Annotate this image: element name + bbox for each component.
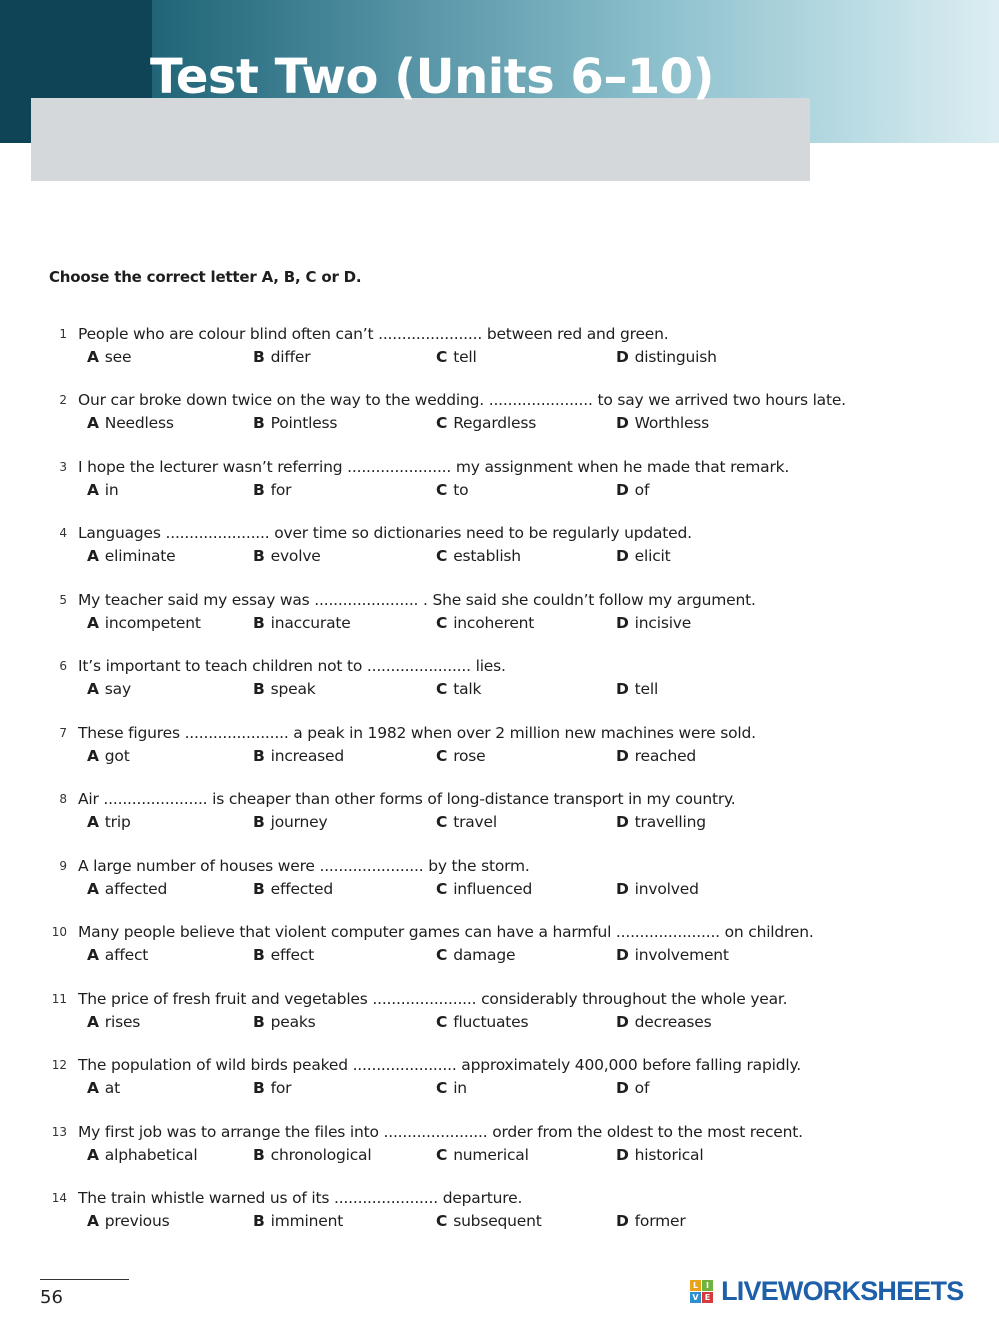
- option-letter: C: [436, 813, 448, 831]
- answer-option[interactable]: [87, 677, 131, 701]
- option-letter: B: [253, 348, 265, 366]
- option-text: talk: [453, 680, 482, 698]
- answer-option[interactable]: [87, 611, 201, 635]
- option-text: previous: [104, 1212, 170, 1230]
- option-letter: C: [436, 614, 448, 632]
- option-letter: A: [87, 1079, 99, 1097]
- option-text: distinguish: [634, 348, 717, 366]
- answer-option[interactable]: [436, 1209, 542, 1233]
- option-text: tell: [634, 680, 659, 698]
- question-item: [0, 455, 999, 505]
- question-number: 11: [51, 992, 67, 1006]
- header-grey-band: [31, 98, 810, 181]
- option-letter: B: [253, 1013, 265, 1031]
- answer-option[interactable]: [253, 810, 327, 834]
- answer-option[interactable]: [253, 744, 344, 768]
- question-item: [0, 322, 999, 372]
- option-text: travel: [453, 813, 497, 831]
- answer-option[interactable]: [436, 810, 497, 834]
- option-text: of: [634, 481, 650, 499]
- option-letter: D: [616, 481, 629, 499]
- question-item: [0, 721, 999, 771]
- option-text: incoherent: [453, 614, 535, 632]
- answer-option[interactable]: [436, 943, 515, 967]
- option-letter: B: [253, 813, 265, 831]
- option-letter: C: [436, 1212, 448, 1230]
- option-text: historical: [634, 1146, 704, 1164]
- question-number: 10: [51, 925, 67, 939]
- option-text: Pointless: [270, 414, 338, 432]
- option-text: tell: [453, 348, 477, 366]
- option-letter: B: [253, 414, 265, 432]
- answer-option[interactable]: [616, 744, 696, 768]
- answer-option[interactable]: [436, 345, 477, 369]
- logo-grid-letter: I: [702, 1280, 713, 1291]
- option-letter: D: [616, 813, 629, 831]
- question-item: [0, 1053, 999, 1103]
- answer-option[interactable]: [616, 478, 649, 502]
- answer-option[interactable]: [253, 478, 291, 502]
- option-text: decreases: [634, 1013, 712, 1031]
- answer-option[interactable]: [616, 611, 691, 635]
- answer-option[interactable]: [616, 810, 706, 834]
- option-text: effected: [270, 880, 333, 898]
- option-letter: B: [253, 1079, 265, 1097]
- option-text: establish: [453, 547, 521, 565]
- answer-option[interactable]: [436, 611, 534, 635]
- answer-option[interactable]: [616, 943, 729, 967]
- option-text: imminent: [270, 1212, 344, 1230]
- answer-option[interactable]: [87, 943, 148, 967]
- answer-option[interactable]: [253, 877, 333, 901]
- answer-option[interactable]: [253, 345, 310, 369]
- question-number: 8: [59, 792, 67, 806]
- option-letter: B: [253, 547, 265, 565]
- liveworksheets-logo[interactable]: [690, 1276, 963, 1310]
- option-text: speak: [270, 680, 316, 698]
- question-item: [0, 987, 999, 1037]
- option-letter: A: [87, 880, 99, 898]
- option-letter: B: [253, 614, 265, 632]
- option-text: affect: [104, 946, 149, 964]
- option-letter: A: [87, 348, 99, 366]
- answer-option[interactable]: [87, 345, 131, 369]
- option-text: numerical: [453, 1146, 529, 1164]
- option-letter: A: [87, 481, 99, 499]
- page-title: Test Two (Units 6–10): [150, 49, 715, 100]
- option-text: involvement: [634, 946, 729, 964]
- footer-rule: [40, 1279, 129, 1280]
- answer-option[interactable]: [253, 544, 321, 568]
- option-text: in: [453, 1079, 467, 1097]
- question-text: Many people believe that violent computer games can have a harmful ...................... on children.: [78, 923, 814, 941]
- option-letter: D: [616, 946, 629, 964]
- option-text: reached: [634, 747, 697, 765]
- answer-option[interactable]: [436, 544, 521, 568]
- question-text: Languages ...................... over time so dictionaries need to be regularly updated.: [78, 524, 692, 542]
- option-text: Needless: [104, 414, 174, 432]
- answer-option[interactable]: [616, 1209, 686, 1233]
- answer-option[interactable]: [616, 677, 658, 701]
- option-letter: B: [253, 481, 265, 499]
- option-letter: D: [616, 880, 629, 898]
- option-text: involved: [634, 880, 699, 898]
- question-text: People who are colour blind often can’t ...................... between red and green.: [78, 325, 669, 343]
- option-text: increased: [270, 747, 344, 765]
- option-text: effect: [270, 946, 315, 964]
- question-number: 3: [59, 460, 67, 474]
- option-text: rose: [453, 747, 486, 765]
- option-letter: D: [616, 614, 629, 632]
- question-text: The population of wild birds peaked ...................... approximately 400,000 before falling rapidly.: [78, 1056, 801, 1074]
- answer-option[interactable]: [87, 1209, 169, 1233]
- option-text: eliminate: [104, 547, 176, 565]
- question-text: I hope the lecturer wasn’t referring ...................... my assignment when he made that remark.: [78, 458, 790, 476]
- answer-option[interactable]: [436, 478, 468, 502]
- option-letter: C: [436, 1013, 448, 1031]
- option-letter: A: [87, 547, 99, 565]
- option-letter: D: [616, 1013, 629, 1031]
- question-text: The price of fresh fruit and vegetables ...................... considerably throughout the whole year.: [78, 990, 788, 1008]
- question-item: [0, 388, 999, 438]
- answer-option[interactable]: [87, 1010, 140, 1034]
- option-letter: B: [253, 1146, 265, 1164]
- option-text: rises: [104, 1013, 141, 1031]
- question-item: [0, 588, 999, 638]
- option-text: Worthless: [634, 414, 710, 432]
- option-letter: D: [616, 547, 629, 565]
- question-item: [0, 920, 999, 970]
- answer-option[interactable]: [616, 345, 717, 369]
- question-text: Air ...................... is cheaper than other forms of long-distance transport in my country.: [78, 790, 736, 808]
- question-number: 7: [59, 726, 67, 740]
- answer-option[interactable]: [616, 1143, 703, 1167]
- option-letter: C: [436, 414, 448, 432]
- option-text: see: [104, 348, 132, 366]
- option-letter: C: [436, 946, 448, 964]
- option-letter: D: [616, 414, 629, 432]
- option-letter: C: [436, 1146, 448, 1164]
- option-letter: D: [616, 1079, 629, 1097]
- answer-option[interactable]: [87, 411, 174, 435]
- question-item: [0, 854, 999, 904]
- option-letter: D: [616, 680, 629, 698]
- option-text: chronological: [270, 1146, 372, 1164]
- instruction-text: Choose the correct letter A, B, C or D.: [49, 268, 362, 286]
- answer-option[interactable]: [253, 943, 314, 967]
- question-number: 14: [51, 1191, 67, 1205]
- question-item: [0, 1186, 999, 1236]
- question-number: 4: [59, 526, 67, 540]
- logo-grid-letter: V: [690, 1292, 701, 1303]
- answer-option[interactable]: [616, 877, 699, 901]
- logo-grid-letter: E: [702, 1292, 713, 1303]
- answer-option[interactable]: [436, 1143, 529, 1167]
- option-text: fluctuates: [453, 1013, 529, 1031]
- option-text: inaccurate: [270, 614, 351, 632]
- option-letter: C: [436, 680, 448, 698]
- option-letter: A: [87, 680, 99, 698]
- option-letter: B: [253, 946, 265, 964]
- answer-option[interactable]: [436, 1010, 528, 1034]
- option-text: for: [270, 481, 292, 499]
- option-text: subsequent: [453, 1212, 542, 1230]
- question-text: A large number of houses were ...................... by the storm.: [78, 857, 530, 875]
- option-text: peaks: [270, 1013, 316, 1031]
- option-text: damage: [453, 946, 516, 964]
- question-item: [0, 521, 999, 571]
- option-letter: A: [87, 1013, 99, 1031]
- answer-option[interactable]: [616, 544, 671, 568]
- option-letter: A: [87, 747, 99, 765]
- answer-option[interactable]: [87, 810, 131, 834]
- question-text: These figures ...................... a peak in 1982 when over 2 million new machines were sold.: [78, 724, 756, 742]
- answer-option[interactable]: [253, 1010, 316, 1034]
- option-letter: A: [87, 813, 99, 831]
- question-number: 1: [59, 327, 67, 341]
- answer-option[interactable]: [87, 478, 119, 502]
- option-letter: B: [253, 880, 265, 898]
- option-text: of: [634, 1079, 650, 1097]
- answer-option[interactable]: [616, 411, 709, 435]
- answer-option[interactable]: [616, 1010, 712, 1034]
- answer-option[interactable]: [253, 1143, 371, 1167]
- option-text: affected: [104, 880, 168, 898]
- option-text: in: [104, 481, 119, 499]
- option-text: influenced: [453, 880, 533, 898]
- option-letter: A: [87, 1146, 99, 1164]
- option-text: trip: [104, 813, 131, 831]
- option-text: incisive: [634, 614, 692, 632]
- option-text: alphabetical: [104, 1146, 198, 1164]
- answer-option[interactable]: [87, 1143, 197, 1167]
- option-letter: D: [616, 747, 629, 765]
- option-letter: C: [436, 1079, 448, 1097]
- answer-option[interactable]: [436, 1076, 467, 1100]
- option-text: say: [104, 680, 131, 698]
- answer-option[interactable]: [87, 544, 176, 568]
- answer-option[interactable]: [436, 744, 486, 768]
- option-letter: B: [253, 747, 265, 765]
- option-text: got: [104, 747, 130, 765]
- option-letter: C: [436, 481, 448, 499]
- question-text: It’s important to teach children not to ...................... lies.: [78, 657, 506, 675]
- option-text: elicit: [634, 547, 671, 565]
- answer-option[interactable]: [253, 1209, 343, 1233]
- option-text: incompetent: [104, 614, 201, 632]
- answer-option[interactable]: [253, 411, 337, 435]
- option-letter: B: [253, 680, 265, 698]
- question-item: [0, 787, 999, 837]
- option-letter: D: [616, 348, 629, 366]
- question-item: [0, 1120, 999, 1170]
- answer-option[interactable]: [253, 611, 351, 635]
- question-number: 9: [59, 859, 67, 873]
- option-text: former: [634, 1212, 686, 1230]
- option-letter: C: [436, 747, 448, 765]
- answer-option[interactable]: [253, 1076, 291, 1100]
- option-text: travelling: [634, 813, 706, 831]
- option-text: journey: [270, 813, 328, 831]
- question-item: [0, 654, 999, 704]
- question-text: My first job was to arrange the files into ...................... order from the oldest to the most recent.: [78, 1123, 803, 1141]
- question-text: My teacher said my essay was ...................... . She said she couldn’t follow my argument.: [78, 591, 756, 609]
- option-letter: A: [87, 414, 99, 432]
- option-letter: D: [616, 1212, 629, 1230]
- option-text: evolve: [270, 547, 321, 565]
- answer-option[interactable]: [87, 744, 130, 768]
- option-letter: C: [436, 348, 448, 366]
- question-number: 12: [51, 1058, 67, 1072]
- option-letter: C: [436, 880, 448, 898]
- logo-text: LIVEWORKSHEETS: [721, 1276, 964, 1306]
- question-number: 2: [59, 393, 67, 407]
- option-letter: A: [87, 614, 99, 632]
- question-number: 5: [59, 593, 67, 607]
- page-number: 56: [40, 1287, 63, 1308]
- option-letter: A: [87, 1212, 99, 1230]
- option-letter: C: [436, 547, 448, 565]
- question-number: 13: [51, 1125, 67, 1139]
- answer-option[interactable]: [436, 411, 536, 435]
- option-text: differ: [270, 348, 311, 366]
- option-text: for: [270, 1079, 292, 1097]
- answer-option[interactable]: [436, 677, 481, 701]
- question-text: The train whistle warned us of its ...................... departure.: [78, 1189, 523, 1207]
- answer-option[interactable]: [616, 1076, 649, 1100]
- question-number: 6: [59, 659, 67, 673]
- option-text: to: [453, 481, 469, 499]
- option-letter: A: [87, 946, 99, 964]
- logo-grid-icon: [690, 1280, 714, 1304]
- question-text: Our car broke down twice on the way to the wedding. ...................... to say we arrived two hours late.: [78, 391, 846, 409]
- logo-grid-letter: L: [690, 1280, 701, 1291]
- option-text: at: [104, 1079, 120, 1097]
- answer-option[interactable]: [253, 677, 316, 701]
- option-text: Regardless: [453, 414, 537, 432]
- answer-option[interactable]: [87, 1076, 120, 1100]
- option-letter: B: [253, 1212, 265, 1230]
- answer-option[interactable]: [87, 877, 167, 901]
- answer-option[interactable]: [436, 877, 532, 901]
- option-letter: D: [616, 1146, 629, 1164]
